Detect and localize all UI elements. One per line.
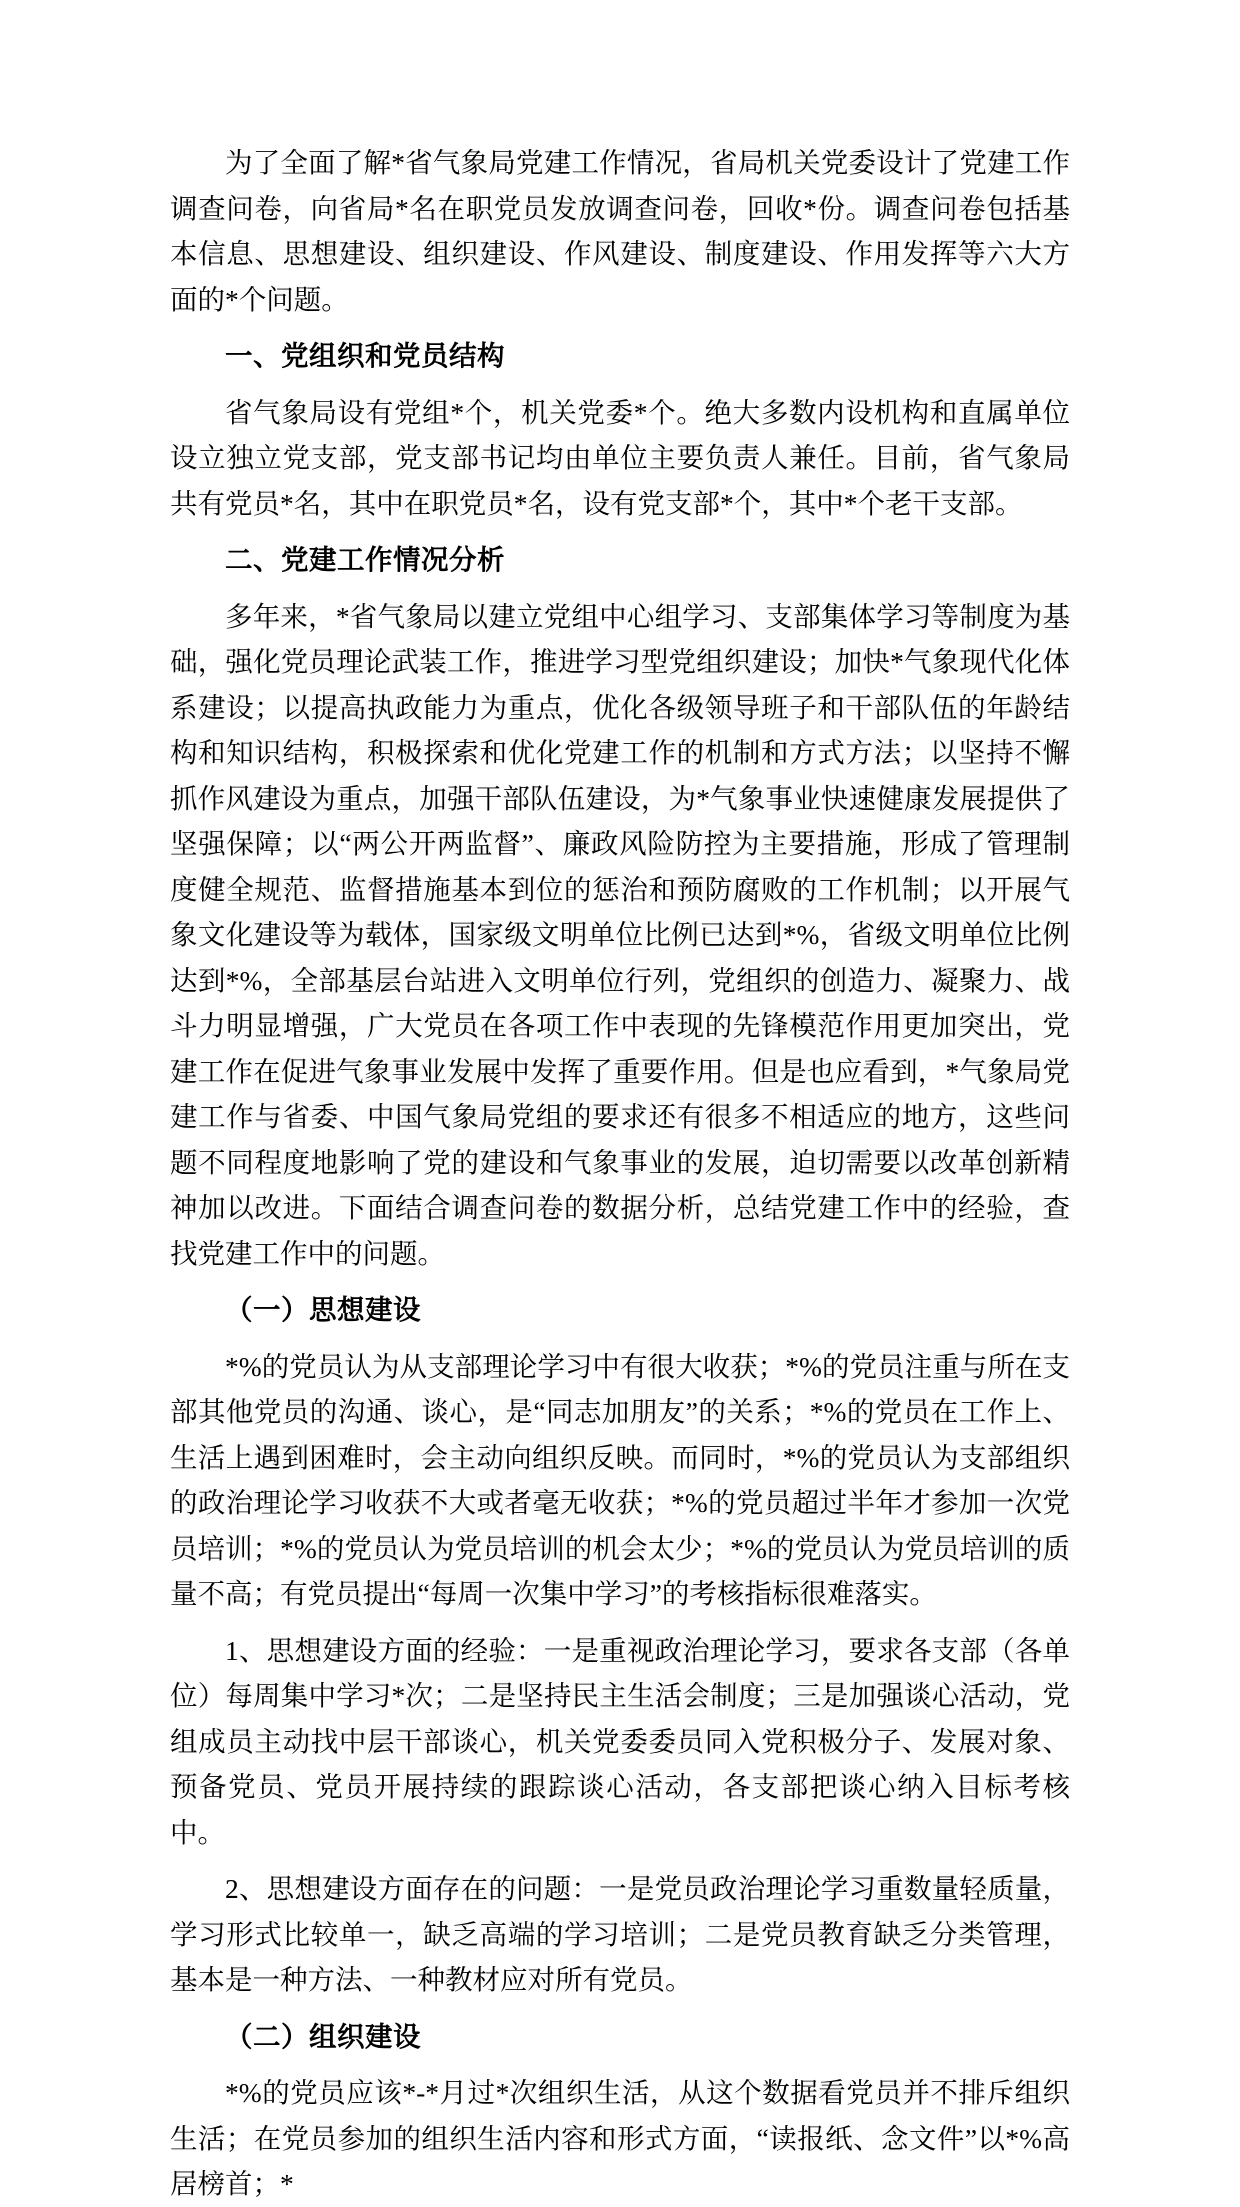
spacer <box>170 1276 1070 1287</box>
section-heading-2: 二、党建工作情况分析 <box>225 544 505 575</box>
subsection-heading-1: （一）思想建设 <box>225 1294 421 1325</box>
spacer <box>170 2003 1070 2014</box>
spacer <box>170 322 1070 333</box>
spacer <box>170 526 1070 537</box>
paragraph-subsection1-1: *%的党员认为从支部理论学习中有很大收获；*%的党员注重与所在支部其他党员的沟通、谈心，是“同志加朋友”的关系；*%的党员在工作上、生活上遇到困难时，会主动向组织反映。而同时，*%的党员认为支部组织的政治理论学习收获不大或者毫无收获；*%的党员超过半年才参加一次党员培训；*%的党员认为党员培训的机会太少；*%的党员认为党员培训的质量不高；有党员提出“每周一次集中学习”的考核指标很难落实。 <box>170 1350 1070 1609</box>
section-heading-1: 一、党组织和党员结构 <box>225 340 505 371</box>
paragraph-subsection1-3: 2、思想建设方面存在的问题：一是党员政治理论学习重数量轻质量，学习形式比较单一，缺乏高端的学习培训；二是党员教育缺乏分类管理，基本是一种方法、一种教材应对所有党员。 <box>170 1873 1070 1995</box>
paragraph-section1-1: 省气象局设有党组*个，机关党委*个。绝大多数内设机构和直属单位设立独立党支部，党支部书记均由单位主要负责人兼任。目前，省气象局共有党员*名，其中在职党员*名，设有党支部*个，其中*个老干支部。 <box>170 396 1070 519</box>
document-body <box>170 140 1070 2207</box>
spacer <box>170 1333 1070 1344</box>
spacer <box>170 583 1070 594</box>
paragraph-section2-1: 多年来，*省气象局以建立党组中心组学习、支部集体学习等制度为基础，强化党员理论武装工作，推进学习型党组织建设；加快*气象现代化体系建设；以提高执政能力为重点，优化各级领导班子和干部队伍的年龄结构和知识结构，积极探索和优化党建工作的机制和方式方法；以坚持不懈抓作风建设为重点，加强干部队伍建设，为*气象事业快速健康发展提供了坚强保障；以“两公开两监督”、廉政风险防控为主要措施，形成了管理制度健全规范、监督措施基本到位的惩治和预防腐败的工作机制；以开展气象文化建设等为载体，国家级文明单位比例已达到*%，省级文明单位比例达到*%，全部基层台站进入文明单位行列，党组织的创造力、凝聚力、战斗力明显增强，广大党员在各项工作中表现的先锋模范作用更加突出，党建工作在促进气象事业发展中发挥了重要作用。但是也应看到，*气象局党建工作与省委、中国气象局党组的要求还有很多不相适应的地方，这些问题不同程度地影响了党的建设和气象事业的发展，迫切需要以改革创新精神加以改进。下面结合调查问卷的数据分析，总结党建工作中的经验，查找党建工作中的问题。 <box>170 600 1070 1269</box>
paragraph-intro: 为了全面了解*省气象局党建工作情况，省局机关党委设计了党建工作调查问卷，向省局*名在职党员发放调查问卷，回收*份。调查问卷包括基本信息、思想建设、组织建设、作风建设、制度建设、作用发挥等六大方面的*个问题。 <box>170 147 1070 315</box>
spacer <box>170 1855 1070 1866</box>
paragraph-subsection1-2: 1、思想建设方面的经验：一是重视政治理论学习，要求各支部（各单位）每周集中学习*次；二是坚持民主生活会制度；三是加强谈心活动，党组成员主动找中层干部谈心，机关党委委员同入党积极分子、发展对象、预备党员、党员开展持续的跟踪谈心活动，各支部把谈心纳入目标考核中。 <box>170 1634 1070 1848</box>
spacer <box>170 379 1070 390</box>
paragraph-subsection2-1: *%的党员应该*-*月过*次组织生活，从这个数据看党员并不排斥组织生活；在党员参加的组织生活内容和形式方面，“读报纸、念文件”以*%高居榜首；* <box>170 2077 1070 2199</box>
subsection-heading-2: （二）组织建设 <box>225 2020 421 2052</box>
spacer <box>170 2059 1070 2070</box>
spacer <box>170 1617 1070 1628</box>
